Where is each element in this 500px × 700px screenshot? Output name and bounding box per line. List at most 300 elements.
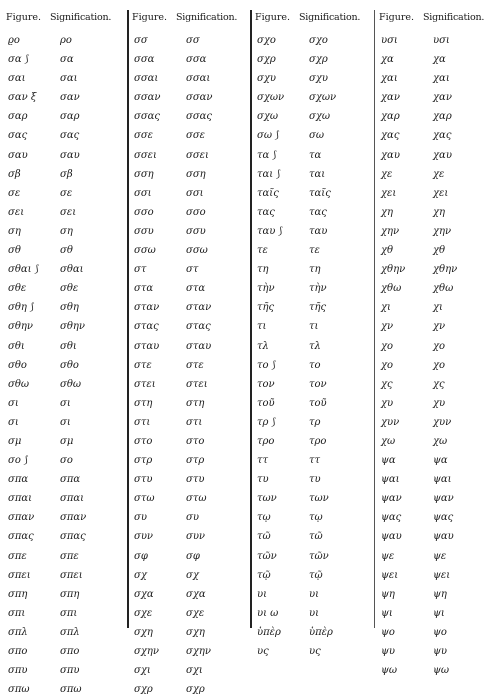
signification-cell: στυ	[186, 474, 205, 486]
table-row	[130, 357, 248, 376]
signification-cell: σμ	[60, 435, 74, 447]
table-row	[253, 509, 371, 528]
figure-cell: σαρ	[8, 111, 28, 123]
table-row	[4, 51, 122, 70]
signification-cell: στ	[186, 264, 199, 276]
table-row	[253, 108, 371, 127]
table-row	[377, 586, 495, 605]
figure-heading: Figure.	[6, 12, 42, 23]
figure-cell: σπο	[8, 646, 28, 657]
table-row	[130, 127, 248, 146]
table-row	[130, 108, 248, 127]
figure-cell: σπε	[8, 550, 27, 562]
table-row	[253, 490, 371, 509]
signification-cell: ὑπὲρ	[309, 626, 333, 638]
figure-cell: σπη	[8, 588, 28, 600]
figure-cell: σπει	[8, 569, 31, 581]
table-row	[4, 32, 122, 51]
signification-cell: σα	[60, 54, 74, 66]
figure-cell: σχρ	[134, 684, 153, 696]
table-column-4	[377, 8, 495, 677]
figure-cell: στα	[134, 283, 154, 295]
figure-cell: χει	[381, 187, 397, 199]
signification-cell: τας	[309, 206, 327, 218]
signification-cell: σπι	[60, 607, 78, 619]
signification-cell: στη	[186, 397, 205, 409]
figure-cell: σσα	[134, 54, 155, 66]
figure-cell: σχρ	[257, 54, 276, 66]
table-row	[377, 166, 495, 185]
signification-cell: σο	[60, 455, 73, 467]
table-row	[130, 32, 248, 51]
figure-cell: σχη	[134, 626, 153, 638]
signification-cell: στει	[186, 378, 208, 390]
figure-cell: τῳ	[257, 512, 271, 524]
table-row	[130, 395, 248, 414]
signification-cell: χη	[433, 206, 446, 218]
signification-cell: τὴν	[309, 283, 327, 295]
figure-cell: σε	[8, 187, 21, 199]
signification-cell: χο	[433, 359, 446, 371]
signification-cell: σχω	[309, 111, 331, 123]
figure-cell: ττ	[257, 455, 269, 467]
signification-cell: τα	[309, 149, 322, 161]
figure-cell: χη	[381, 206, 394, 218]
table-row	[4, 490, 122, 509]
table-row	[130, 490, 248, 509]
table-row	[130, 299, 248, 318]
table-row	[4, 681, 122, 700]
table-row	[377, 662, 495, 681]
signification-cell: χο	[433, 340, 446, 352]
signification-cell: σχα	[186, 588, 206, 600]
signification-cell: χα	[433, 54, 446, 66]
signification-cell: σθο	[60, 359, 79, 371]
figure-cell: σσι	[134, 187, 152, 199]
column-divider	[374, 10, 375, 628]
table-row	[130, 605, 248, 624]
signification-cell: τῶ	[309, 531, 323, 543]
signification-cell: σπαν	[60, 512, 87, 524]
table-row	[377, 185, 495, 204]
table-row	[377, 51, 495, 70]
signification-cell: σχι	[186, 665, 203, 677]
signification-cell: τι	[309, 321, 319, 333]
signification-cell: στω	[186, 493, 207, 505]
figure-cell: ὑπὲρ	[257, 626, 281, 638]
figure-cell: ψη	[381, 588, 395, 600]
figure-cell: χο	[381, 359, 394, 371]
figure-cell: τυ	[257, 474, 269, 486]
table-row	[130, 223, 248, 242]
table-row	[4, 376, 122, 395]
signification-cell: τῶν	[309, 550, 329, 562]
table-row	[377, 643, 495, 662]
signification-cell: σαι	[60, 73, 78, 85]
figure-cell: στη	[134, 397, 153, 409]
table-row	[4, 261, 122, 280]
table-row	[253, 32, 371, 51]
figure-cell: σει	[8, 206, 25, 218]
signification-cell: σσω	[186, 245, 208, 257]
table-row	[4, 567, 122, 586]
figure-cell: χαυ	[381, 149, 400, 161]
signification-cell: ψαυ	[433, 531, 454, 543]
figure-cell: σσυ	[134, 225, 154, 237]
table-row	[4, 357, 122, 376]
table-row	[253, 376, 371, 395]
table-row	[377, 548, 495, 567]
figure-cell: σθω	[8, 378, 30, 390]
table-row	[4, 204, 122, 223]
table-row	[4, 318, 122, 337]
figure-cell: χας	[381, 130, 400, 142]
table-row	[4, 223, 122, 242]
figure-cell: σβ	[8, 168, 21, 180]
column-header	[377, 12, 495, 28]
figure-cell: ϱο	[8, 35, 20, 46]
table-column-1	[4, 8, 122, 696]
figure-cell: ψας	[381, 512, 402, 524]
figure-cell: ση	[8, 225, 21, 237]
signification-cell: σαν	[60, 92, 80, 104]
table-row	[130, 662, 248, 681]
figure-cell: σσω	[134, 245, 156, 257]
table-row	[253, 395, 371, 414]
signification-cell: σχυ	[309, 73, 328, 85]
signification-cell: σσαν	[186, 92, 213, 104]
signification-cell: σπλ	[60, 626, 80, 638]
figure-cell: υσι	[381, 35, 398, 46]
signification-cell: σπας	[60, 531, 86, 543]
signification-cell: τον	[309, 378, 327, 390]
signification-cell: ψας	[433, 512, 454, 524]
signification-cell: σω	[309, 130, 324, 142]
table-row	[253, 567, 371, 586]
column-header	[253, 12, 371, 28]
signification-cell: ψει	[433, 569, 451, 581]
figure-cell: σχω	[257, 111, 279, 123]
signification-cell: τῆς	[309, 302, 327, 314]
figure-cell: στω	[134, 493, 155, 505]
table-row	[253, 643, 371, 662]
table-row	[130, 624, 248, 643]
table-row	[253, 204, 371, 223]
signification-cell: σχε	[186, 607, 205, 619]
signification-cell: σχων	[309, 92, 337, 104]
figure-cell: τλ	[257, 340, 269, 352]
signification-cell: χε	[433, 168, 445, 180]
signification-cell: σβ	[60, 168, 73, 180]
figure-cell: σσει	[134, 149, 157, 161]
table-row	[253, 605, 371, 624]
figure-cell: τρ ⟆	[257, 416, 276, 428]
figure-cell: τὴν	[257, 283, 275, 295]
table-row	[4, 147, 122, 166]
table-column-3	[253, 8, 371, 657]
signification-cell: υς	[309, 646, 321, 657]
signification-cell: σπω	[60, 684, 82, 696]
figure-cell: ψυ	[381, 646, 395, 657]
signification-cell: σπαι	[60, 493, 85, 505]
figure-cell: χυ	[381, 397, 394, 409]
figure-cell: ταῖς	[257, 187, 279, 199]
figure-cell: τῆς	[257, 302, 275, 314]
table-row	[130, 318, 248, 337]
signification-cell: σπει	[60, 569, 83, 581]
table-row	[253, 242, 371, 261]
figure-cell: τη	[257, 264, 269, 276]
figure-cell: σπυ	[8, 665, 28, 677]
figure-cell: τα ⟆	[257, 149, 277, 161]
figure-cell: σχο	[257, 35, 276, 46]
signification-cell: χαυ	[433, 149, 452, 161]
signification-cell: σθι	[60, 340, 77, 352]
figure-cell: χο	[381, 340, 394, 352]
figure-cell: ψαυ	[381, 531, 402, 543]
figure-cell: σσας	[134, 111, 161, 123]
figure-cell: ψει	[381, 569, 399, 581]
signification-cell: σι	[60, 416, 71, 428]
figure-cell: σα ⟆	[8, 54, 29, 66]
signification-cell: στο	[186, 435, 205, 447]
figure-cell: χαν	[381, 92, 400, 104]
figure-cell: συν	[134, 531, 153, 543]
figure-cell: σσε	[134, 130, 154, 142]
signification-cell: υσι	[433, 35, 450, 46]
figure-cell: σθην	[8, 321, 33, 333]
table-row	[130, 471, 248, 490]
table-row	[130, 376, 248, 395]
table-column-2	[130, 8, 248, 696]
figure-cell: χν	[381, 321, 394, 333]
figure-cell: σχε	[134, 607, 153, 619]
signification-cell: συ	[186, 512, 199, 524]
figure-cell: σμ	[8, 435, 22, 447]
signification-cell: σας	[60, 130, 80, 142]
table-row	[377, 147, 495, 166]
table-row	[253, 414, 371, 433]
table-row	[377, 299, 495, 318]
figure-heading: Figure.	[379, 12, 415, 23]
figure-cell: ψω	[381, 665, 397, 677]
signification-cell: ταυ	[309, 225, 328, 237]
figure-cell: σθαι ⟆	[8, 264, 39, 276]
signification-cell: σσαι	[186, 73, 211, 85]
table-row	[377, 376, 495, 395]
table-row	[130, 681, 248, 700]
figure-cell: τῷ	[257, 569, 271, 581]
signification-cell: χς	[433, 378, 445, 390]
figure-cell: στε	[134, 359, 152, 371]
column-divider	[250, 10, 252, 628]
signification-cell: σθε	[60, 283, 79, 295]
table-row	[377, 509, 495, 528]
table-row	[253, 185, 371, 204]
table-rows	[130, 32, 248, 700]
table-row	[253, 357, 371, 376]
signification-cell: ψω	[433, 665, 449, 677]
signification-cell: σαρ	[60, 111, 80, 123]
signification-cell: ση	[60, 225, 73, 237]
figure-cell: τρο	[257, 435, 275, 447]
figure-cell: ψαν	[381, 493, 402, 505]
signification-cell: χθ	[433, 245, 446, 257]
figure-cell: σθε	[8, 283, 27, 295]
table-row	[377, 414, 495, 433]
figure-cell: τον	[257, 378, 275, 390]
signification-cell: ττ	[309, 455, 321, 467]
table-row	[253, 452, 371, 471]
table-row	[130, 185, 248, 204]
table-row	[377, 204, 495, 223]
signification-cell: ψαν	[433, 493, 454, 505]
figure-cell: χς	[381, 378, 393, 390]
signification-cell: σθ	[60, 245, 73, 257]
table-row	[377, 624, 495, 643]
table-row	[130, 242, 248, 261]
table-row	[377, 338, 495, 357]
signification-cell: σταυ	[186, 340, 212, 352]
signification-cell: τῷ	[309, 569, 323, 581]
table-row	[4, 624, 122, 643]
table-row	[4, 586, 122, 605]
table-row	[253, 318, 371, 337]
table-row	[4, 166, 122, 185]
figure-cell: τῶ	[257, 531, 271, 543]
figure-cell: ψε	[381, 550, 395, 562]
signification-cell: συν	[186, 531, 205, 543]
table-row	[253, 471, 371, 490]
figure-cell: χω	[381, 435, 396, 447]
signification-cell: χαρ	[433, 111, 452, 123]
signification-heading: Signification.	[299, 12, 361, 23]
table-row	[377, 471, 495, 490]
signification-cell: σθαι	[60, 264, 84, 276]
table-row	[377, 127, 495, 146]
figure-cell: τας	[257, 206, 275, 218]
signification-cell: τοῦ	[309, 397, 327, 409]
signification-cell: σθω	[60, 378, 82, 390]
table-row	[4, 509, 122, 528]
signification-cell: χαν	[433, 92, 452, 104]
signification-cell: υι	[309, 588, 319, 600]
signification-cell: σαυ	[60, 149, 80, 161]
table-row	[253, 624, 371, 643]
signification-cell: στι	[186, 416, 203, 428]
signification-cell: σσο	[186, 206, 206, 218]
signification-cell: τη	[309, 264, 321, 276]
figure-cell: σχυ	[257, 73, 276, 85]
figure-cell: σθι	[8, 340, 25, 352]
signification-cell: σθην	[60, 321, 85, 333]
figure-cell: στ	[134, 264, 147, 276]
figure-cell: τοῦ	[257, 397, 275, 409]
figure-heading: Figure.	[255, 12, 291, 23]
figure-cell: στι	[134, 416, 151, 428]
signification-cell: χθω	[433, 283, 454, 295]
figure-cell: σι	[8, 397, 19, 409]
table-row	[377, 242, 495, 261]
signification-cell: ψο	[433, 626, 447, 638]
figure-cell: σταν	[134, 302, 160, 314]
table-row	[130, 70, 248, 89]
table-row	[4, 414, 122, 433]
signification-cell: σσε	[186, 130, 206, 142]
table-row	[130, 548, 248, 567]
figure-cell: τε	[257, 245, 268, 257]
table-row	[377, 318, 495, 337]
signification-cell: ρο	[60, 35, 72, 46]
signification-cell: χας	[433, 130, 452, 142]
figure-cell: ψι	[381, 607, 393, 619]
signification-cell: στρ	[186, 455, 205, 467]
table-row	[130, 414, 248, 433]
table-row	[253, 586, 371, 605]
figure-cell: το ⟆	[257, 359, 276, 371]
signification-cell: στε	[186, 359, 204, 371]
figure-cell: σαν ξ	[8, 92, 37, 104]
table-row	[253, 223, 371, 242]
table-row	[4, 185, 122, 204]
figure-cell: σπλ	[8, 626, 28, 638]
table-row	[4, 89, 122, 108]
signification-cell: των	[309, 493, 329, 505]
figure-cell: στει	[134, 378, 156, 390]
signification-cell: χυν	[433, 416, 452, 428]
figure-cell: τι	[257, 321, 267, 333]
table-row	[4, 605, 122, 624]
figure-cell: χην	[381, 225, 400, 237]
signification-cell: ψα	[433, 455, 448, 467]
signification-cell: χυ	[433, 397, 446, 409]
signification-cell: χην	[433, 225, 452, 237]
table-row	[130, 166, 248, 185]
table-row	[4, 299, 122, 318]
signification-cell: σπυ	[60, 665, 80, 677]
signification-cell: ται	[309, 168, 326, 180]
table-row	[253, 166, 371, 185]
signification-cell: τε	[309, 245, 320, 257]
figure-cell: τῶν	[257, 550, 277, 562]
figure-cell: σχ	[134, 569, 147, 581]
column-header	[4, 12, 122, 28]
figure-cell: σση	[134, 168, 154, 180]
figure-cell: σπι	[8, 607, 26, 619]
table-row	[253, 338, 371, 357]
table-row	[253, 433, 371, 452]
signification-cell: το	[309, 359, 321, 371]
figure-cell: σπαν	[8, 512, 35, 524]
table-rows	[4, 32, 122, 700]
signification-cell: τρο	[309, 435, 327, 447]
table-row	[253, 299, 371, 318]
signification-cell: σχρ	[186, 684, 205, 696]
figure-cell: σταυ	[134, 340, 160, 352]
table-row	[130, 433, 248, 452]
table-row	[130, 643, 248, 662]
signification-cell: ψη	[433, 588, 447, 600]
figure-cell: των	[257, 493, 277, 505]
figure-cell: στας	[134, 321, 159, 333]
figure-cell: χι	[381, 302, 391, 314]
table-row	[130, 528, 248, 547]
figure-cell: σφ	[134, 550, 148, 562]
figure-cell: ταυ ⟆	[257, 225, 283, 237]
figure-cell: σθη ⟆	[8, 302, 34, 314]
table-row	[130, 567, 248, 586]
signification-cell: σφ	[186, 550, 200, 562]
